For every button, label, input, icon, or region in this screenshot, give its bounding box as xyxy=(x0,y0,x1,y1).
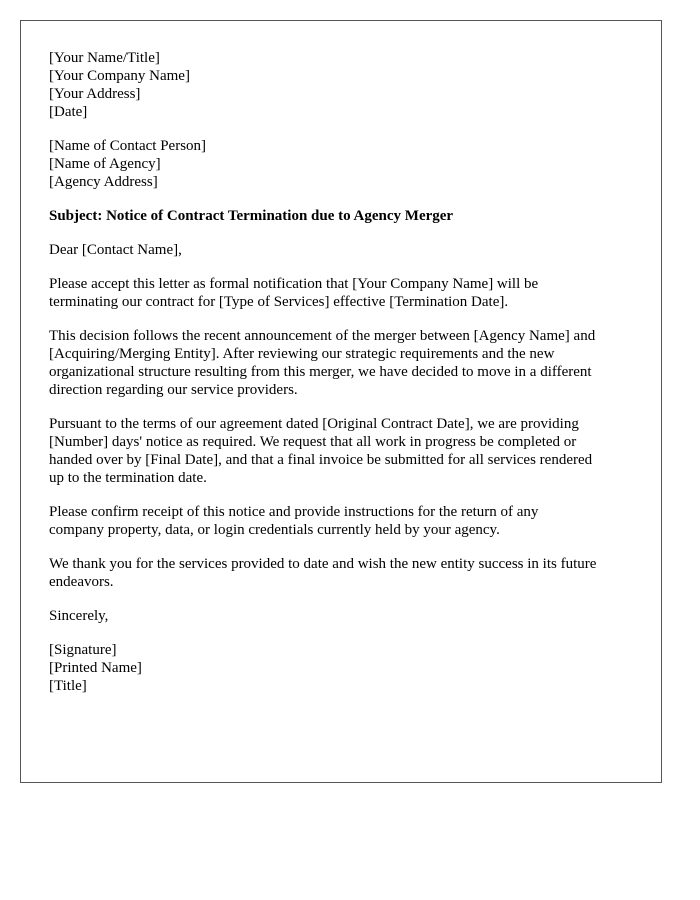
recipient-address: [Agency Address] xyxy=(49,174,158,190)
body-paragraph xyxy=(49,275,632,311)
paragraph-line: Please accept this letter as formal notification that [Your Company Name] will be xyxy=(49,276,539,292)
signer-title: [Title] xyxy=(49,678,87,694)
body-paragraph xyxy=(49,555,632,591)
paragraph-line: [Number] days' notice as required. We request that all work in progress be completed or xyxy=(49,434,577,450)
recipient-contact: [Name of Contact Person] xyxy=(49,138,207,154)
letter-date: [Date] xyxy=(49,104,88,120)
sender-block xyxy=(49,49,632,121)
subject-line: Subject: Notice of Contract Termination due to Agency Merger xyxy=(49,208,454,224)
body-paragraph xyxy=(49,503,632,539)
sender-company: [Your Company Name] xyxy=(49,68,190,84)
recipient-agency: [Name of Agency] xyxy=(49,156,161,172)
paragraph-line: [Acquiring/Merging Entity]. After reviewing our strategic requirements and the new xyxy=(49,346,555,362)
paragraph-line: organizational structure resulting from this merger, we have decided to move in a different xyxy=(49,364,592,380)
body-paragraph xyxy=(49,415,632,487)
closing: Sincerely, xyxy=(49,608,109,624)
paragraph-line: Pursuant to the terms of our agreement dated [Original Contract Date], we are providing xyxy=(49,416,579,432)
recipient-block xyxy=(49,137,632,191)
paragraph-line: This decision follows the recent announcement of the merger between [Agency Name] and xyxy=(49,328,596,344)
body-paragraph xyxy=(49,327,632,399)
signature: [Signature] xyxy=(49,642,117,658)
signature-block xyxy=(49,641,632,695)
paragraph-line: company property, data, or login credentials currently held by your agency. xyxy=(49,522,500,538)
paragraph-line: Please confirm receipt of this notice and provide instructions for the return of any xyxy=(49,504,539,520)
printed-name: [Printed Name] xyxy=(49,660,142,676)
letter-page xyxy=(20,20,662,783)
paragraph-line: handed over by [Final Date], and that a final invoice be submitted for all services rendered xyxy=(49,452,593,468)
sender-address: [Your Address] xyxy=(49,86,141,102)
paragraph-line: We thank you for the services provided to date and wish the new entity success in its future xyxy=(49,556,597,572)
salutation: Dear [Contact Name], xyxy=(49,242,182,258)
paragraph-line: terminating our contract for [Type of Services] effective [Termination Date]. xyxy=(49,294,509,310)
sender-name: [Your Name/Title] xyxy=(49,50,160,66)
paragraph-line: up to the termination date. xyxy=(49,470,207,486)
paragraph-line: direction regarding our service providers. xyxy=(49,382,298,398)
paragraph-line: endeavors. xyxy=(49,574,114,590)
